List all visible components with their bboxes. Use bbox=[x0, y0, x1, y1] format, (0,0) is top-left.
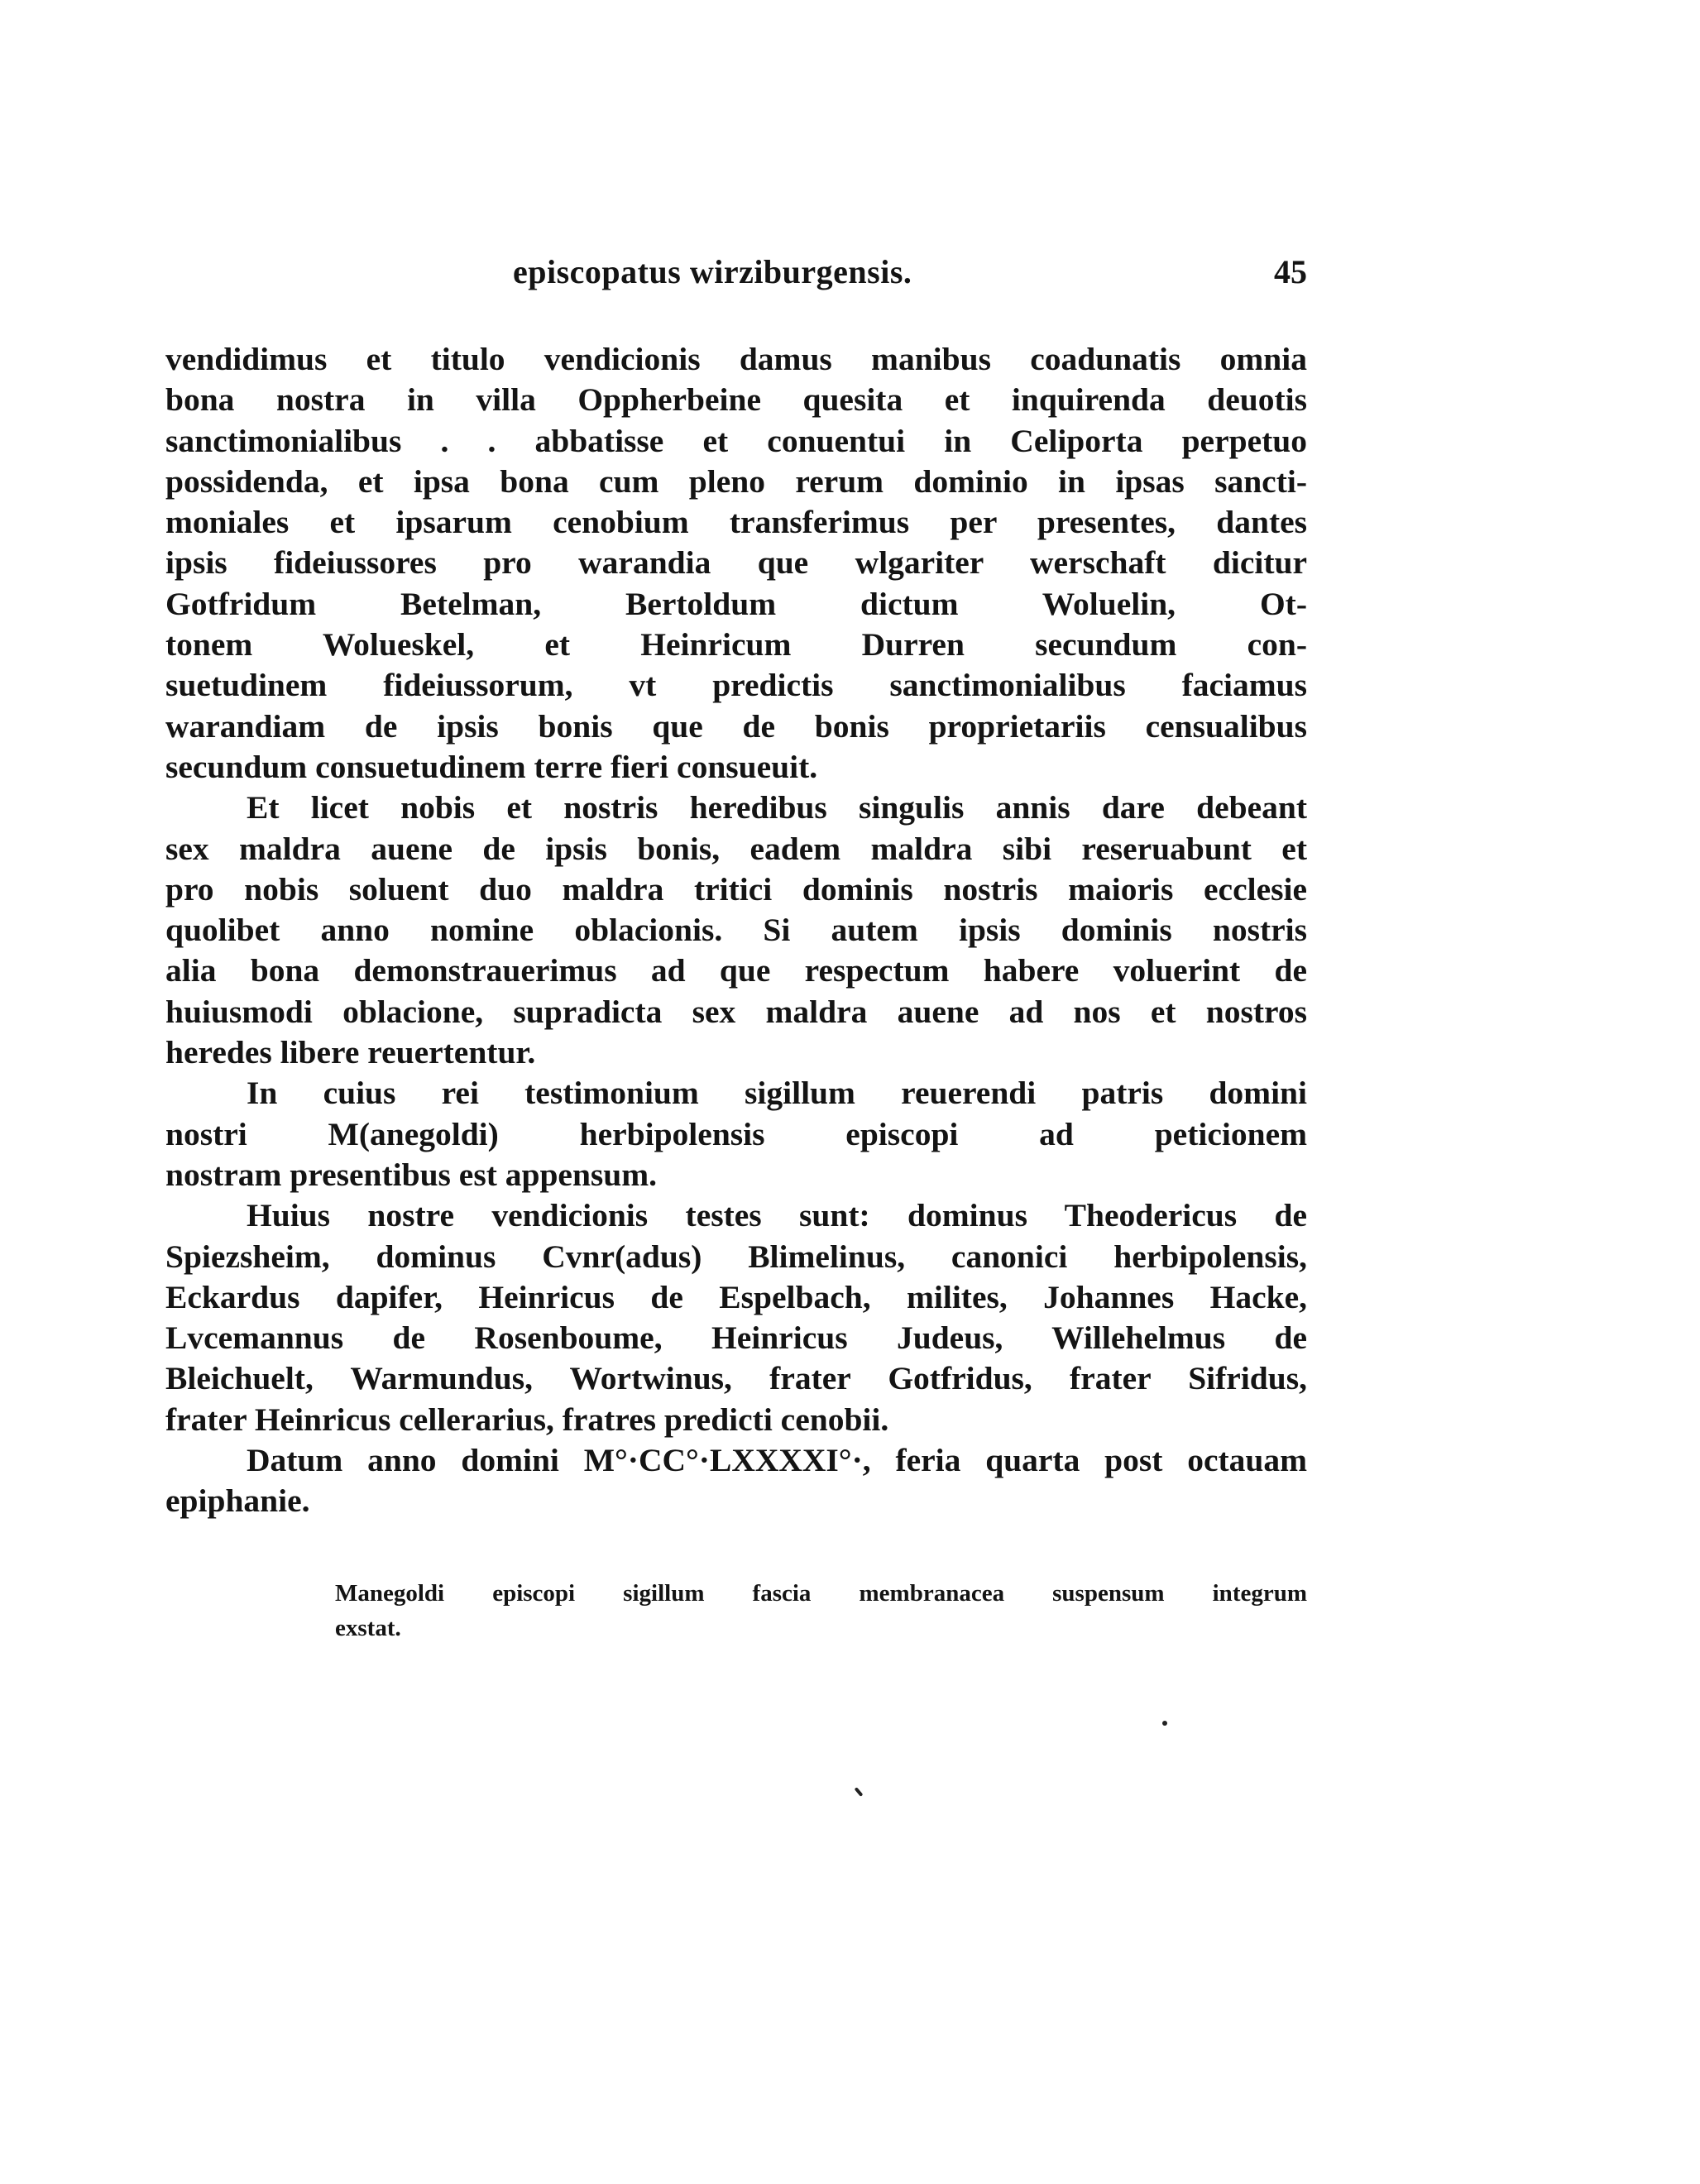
text-line: sex maldra auene de ipsis bonis, eadem maldra sibi reseruabunt et bbox=[165, 830, 1307, 867]
text-line: nostri M(anegoldi) herbipolensis episcopi ad peticionem bbox=[165, 1115, 1307, 1152]
text-line: Eckardus dapifer, Heinricus de Espelbach, milites, Johannes Hacke, bbox=[165, 1278, 1307, 1315]
text-line: ipsis fideiussores pro warandia que wlgariter werschaft dicitur bbox=[165, 544, 1307, 582]
text-line: secundum consuetudinem terre fieri consueuit. bbox=[165, 748, 818, 785]
text-line: Gotfridum Betelman, Bertoldum dictum Woluelin, Ot- bbox=[165, 585, 1307, 622]
text-line: Et licet nobis et nostris heredibus singulis annis dare debeant bbox=[247, 789, 1307, 826]
text-line: Datum anno domini M°·CC°·LXXXXI°·, feria quarta post octauam bbox=[247, 1442, 1307, 1479]
page-number: 45 bbox=[1274, 253, 1307, 290]
text-line: tonem Wolueskel, et Heinricum Durren secundum con- bbox=[165, 626, 1307, 663]
text-line: alia bona demonstrauerimus ad que respectum habere voluerint de bbox=[165, 952, 1307, 989]
text-line: Lvcemannus de Rosenboume, Heinricus Judeus, Willehelmus de bbox=[165, 1320, 1307, 1357]
text-line: Bleichuelt, Warmundus, Wortwinus, frater Gotfridus, frater Sifridus, bbox=[165, 1360, 1307, 1397]
text-line: Spiezsheim, dominus Cvnr(adus) Blimelinus, canonici herbipolensis, bbox=[165, 1238, 1307, 1275]
text-line: In cuius rei testimonium sigillum reuerendi patris domini bbox=[247, 1075, 1307, 1112]
text-line: warandiam de ipsis bonis que de bonis proprietariis censualibus bbox=[165, 707, 1307, 745]
running-title: episcopatus wirziburgensis. bbox=[513, 253, 912, 290]
text-line: nostram presentibus est appensum. bbox=[165, 1156, 658, 1193]
footnote bbox=[335, 1576, 1307, 1645]
text-line: possidenda, et ipsa bona cum pleno rerum dominio in ipsas sancti- bbox=[165, 462, 1307, 500]
text-line: pro nobis soluent duo maldra tritici dominis nostris maioris ecclesie bbox=[165, 870, 1307, 908]
text-line: quolibet anno nomine oblacionis. Si autem ipsis dominis nostris bbox=[165, 912, 1307, 949]
footnote-line: exstat. bbox=[335, 1615, 401, 1641]
text-line: Huius nostre vendicionis testes sunt: dominus Theodericus de bbox=[247, 1197, 1307, 1234]
scan-speck bbox=[1162, 1721, 1167, 1726]
text-line: epiphanie. bbox=[165, 1482, 310, 1520]
text-line: huiusmodi oblacione, supradicta sex maldra auene ad nos et nostros bbox=[165, 993, 1307, 1030]
text-line: sanctimonialibus . . abbatisse et conuentui in Celiporta perpetuo bbox=[165, 422, 1307, 459]
scan-speck bbox=[855, 1787, 864, 1797]
text-line: moniales et ipsarum cenobium transferimus per presentes, dantes bbox=[165, 504, 1307, 541]
text-line: bona nostra in villa Oppherbeine quesita et inquirenda deuotis bbox=[165, 381, 1307, 419]
text-line: vendidimus et titulo vendicionis damus manibus coadunatis omnia bbox=[165, 341, 1307, 377]
text-line: frater Heinricus cellerarius, fratres predicti cenobii. bbox=[165, 1401, 889, 1438]
text-line: suetudinem fideiussorum, vt predictis sanctimonialibus faciamus bbox=[165, 667, 1307, 704]
footnote-line: Manegoldi episcopi sigillum fascia membranacea suspensum integrum bbox=[335, 1580, 1307, 1607]
text-line: heredes libere reuertentur. bbox=[165, 1034, 536, 1071]
main-text bbox=[165, 339, 1307, 1522]
running-head bbox=[165, 252, 1307, 302]
